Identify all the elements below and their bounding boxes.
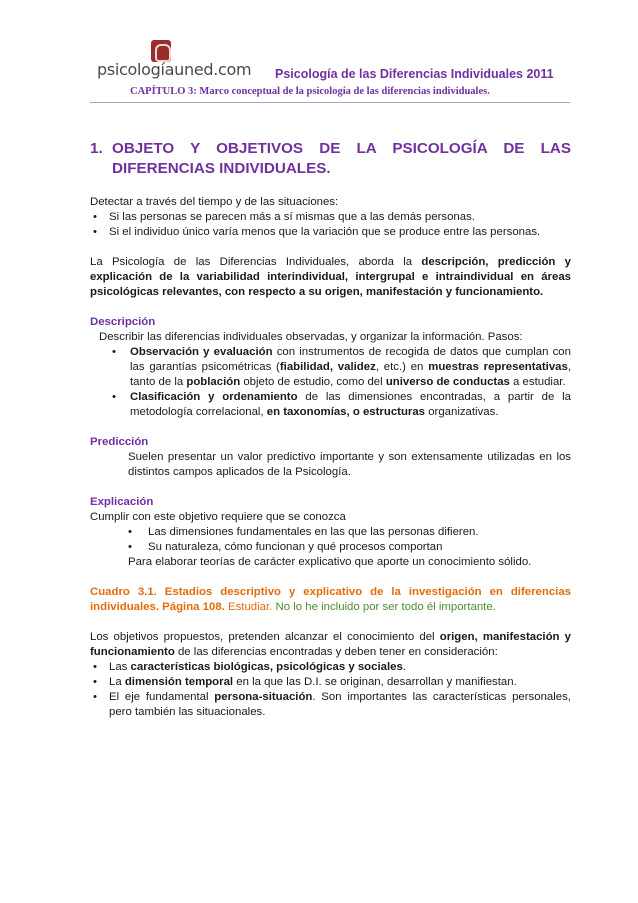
list-item: • Su naturaleza, cómo funcionan y qué procesos comportan	[128, 540, 571, 555]
descripcion-lead: Describir las diferencias individuales observadas, y organizar la información. Pasos:	[99, 331, 523, 343]
section-heading	[90, 139, 571, 179]
list-item: • Clasificación y ordenamiento de las dimensiones encontradas, a partir de la metodología correlacional, en taxonomías, o estructuras organizativas.	[99, 390, 571, 420]
site-logo-text: psicologíauned.com	[97, 60, 252, 79]
descripcion-title: Descripción	[90, 316, 156, 328]
explicacion-lead: Cumplir con este objetivo requiere que se conozca	[90, 511, 346, 523]
heading-line-1: OBJETO Y OBJETIVOS DE LA PSICOLOGÍA DE LAS	[112, 140, 571, 157]
page-header	[0, 0, 638, 106]
cuadro-reference: Cuadro 3.1. Estadios descriptivo y explicativo de la investigación en diferencias individuales. Página 108. Estudiar. No lo he incluido por ser todo él importante.	[90, 586, 571, 613]
chapter-title: CAPÍTULO 3: Marco conceptual de la psicología de las diferencias individuales.	[130, 86, 490, 97]
prediccion-text: Suelen presentar un valor predictivo importante y son extensamente utilizadas en los distintos campos aplicados de la Psicología.	[128, 451, 571, 478]
list-item: • La dimensión temporal en la que las D.I. se originan, desarrollan y manifiestan.	[90, 675, 571, 690]
explicacion-title: Explicación	[90, 496, 154, 508]
list-item: • Las dimensiones fundamentales en las que las personas difieren.	[128, 525, 571, 540]
explicacion-closing: Para elaborar teorías de carácter explicativo que aporte un conocimiento sólido.	[128, 556, 532, 568]
list-item: • Si las personas se parecen más a sí mismas que a las demás personas.	[90, 210, 571, 225]
heading-line-2: DIFERENCIAS INDIVIDUALES.	[112, 160, 331, 177]
list-item: • Observación y evaluación con instrumentos de recogida de datos que cumplan con las garantías psicométricas (fiabilidad, validez, etc.) en muestras representativas, tanto de la población objeto de estudio, como del universo de conductas a estudiar.	[99, 345, 571, 390]
list-item: • Si el individuo único varía menos que la variación que se produce entre las personas.	[90, 225, 571, 240]
header-divider	[90, 102, 570, 103]
document-title: Psicología de las Diferencias Individuales 2011	[275, 67, 554, 81]
brain-logo-icon	[151, 40, 171, 62]
prediccion-title: Predicción	[90, 436, 149, 448]
list-item: • Las características biológicas, psicológicas y sociales.	[90, 660, 571, 675]
definition-paragraph: La Psicología de las Diferencias Individuales, aborda la descripción, predicción y explicación de la variabilidad interindividual, intergrupal e intraindividual en áreas psicológicas relevantes, con respecto a su origen, manifestación y funcionamiento.	[90, 256, 571, 298]
section-number: 1.	[90, 140, 103, 157]
intro-lead: Detectar a través del tiempo y de las situaciones:	[90, 196, 339, 208]
objetivos-paragraph: Los objetivos propuestos, pretenden alcanzar el conocimiento del origen, manifestación y funcionamiento de las diferencias encontradas y deben tener en consideración:	[90, 631, 571, 658]
list-item: • El eje fundamental persona-situación. Son importantes las características personales, pero también las situacionales.	[90, 690, 571, 720]
document-body	[90, 139, 571, 720]
